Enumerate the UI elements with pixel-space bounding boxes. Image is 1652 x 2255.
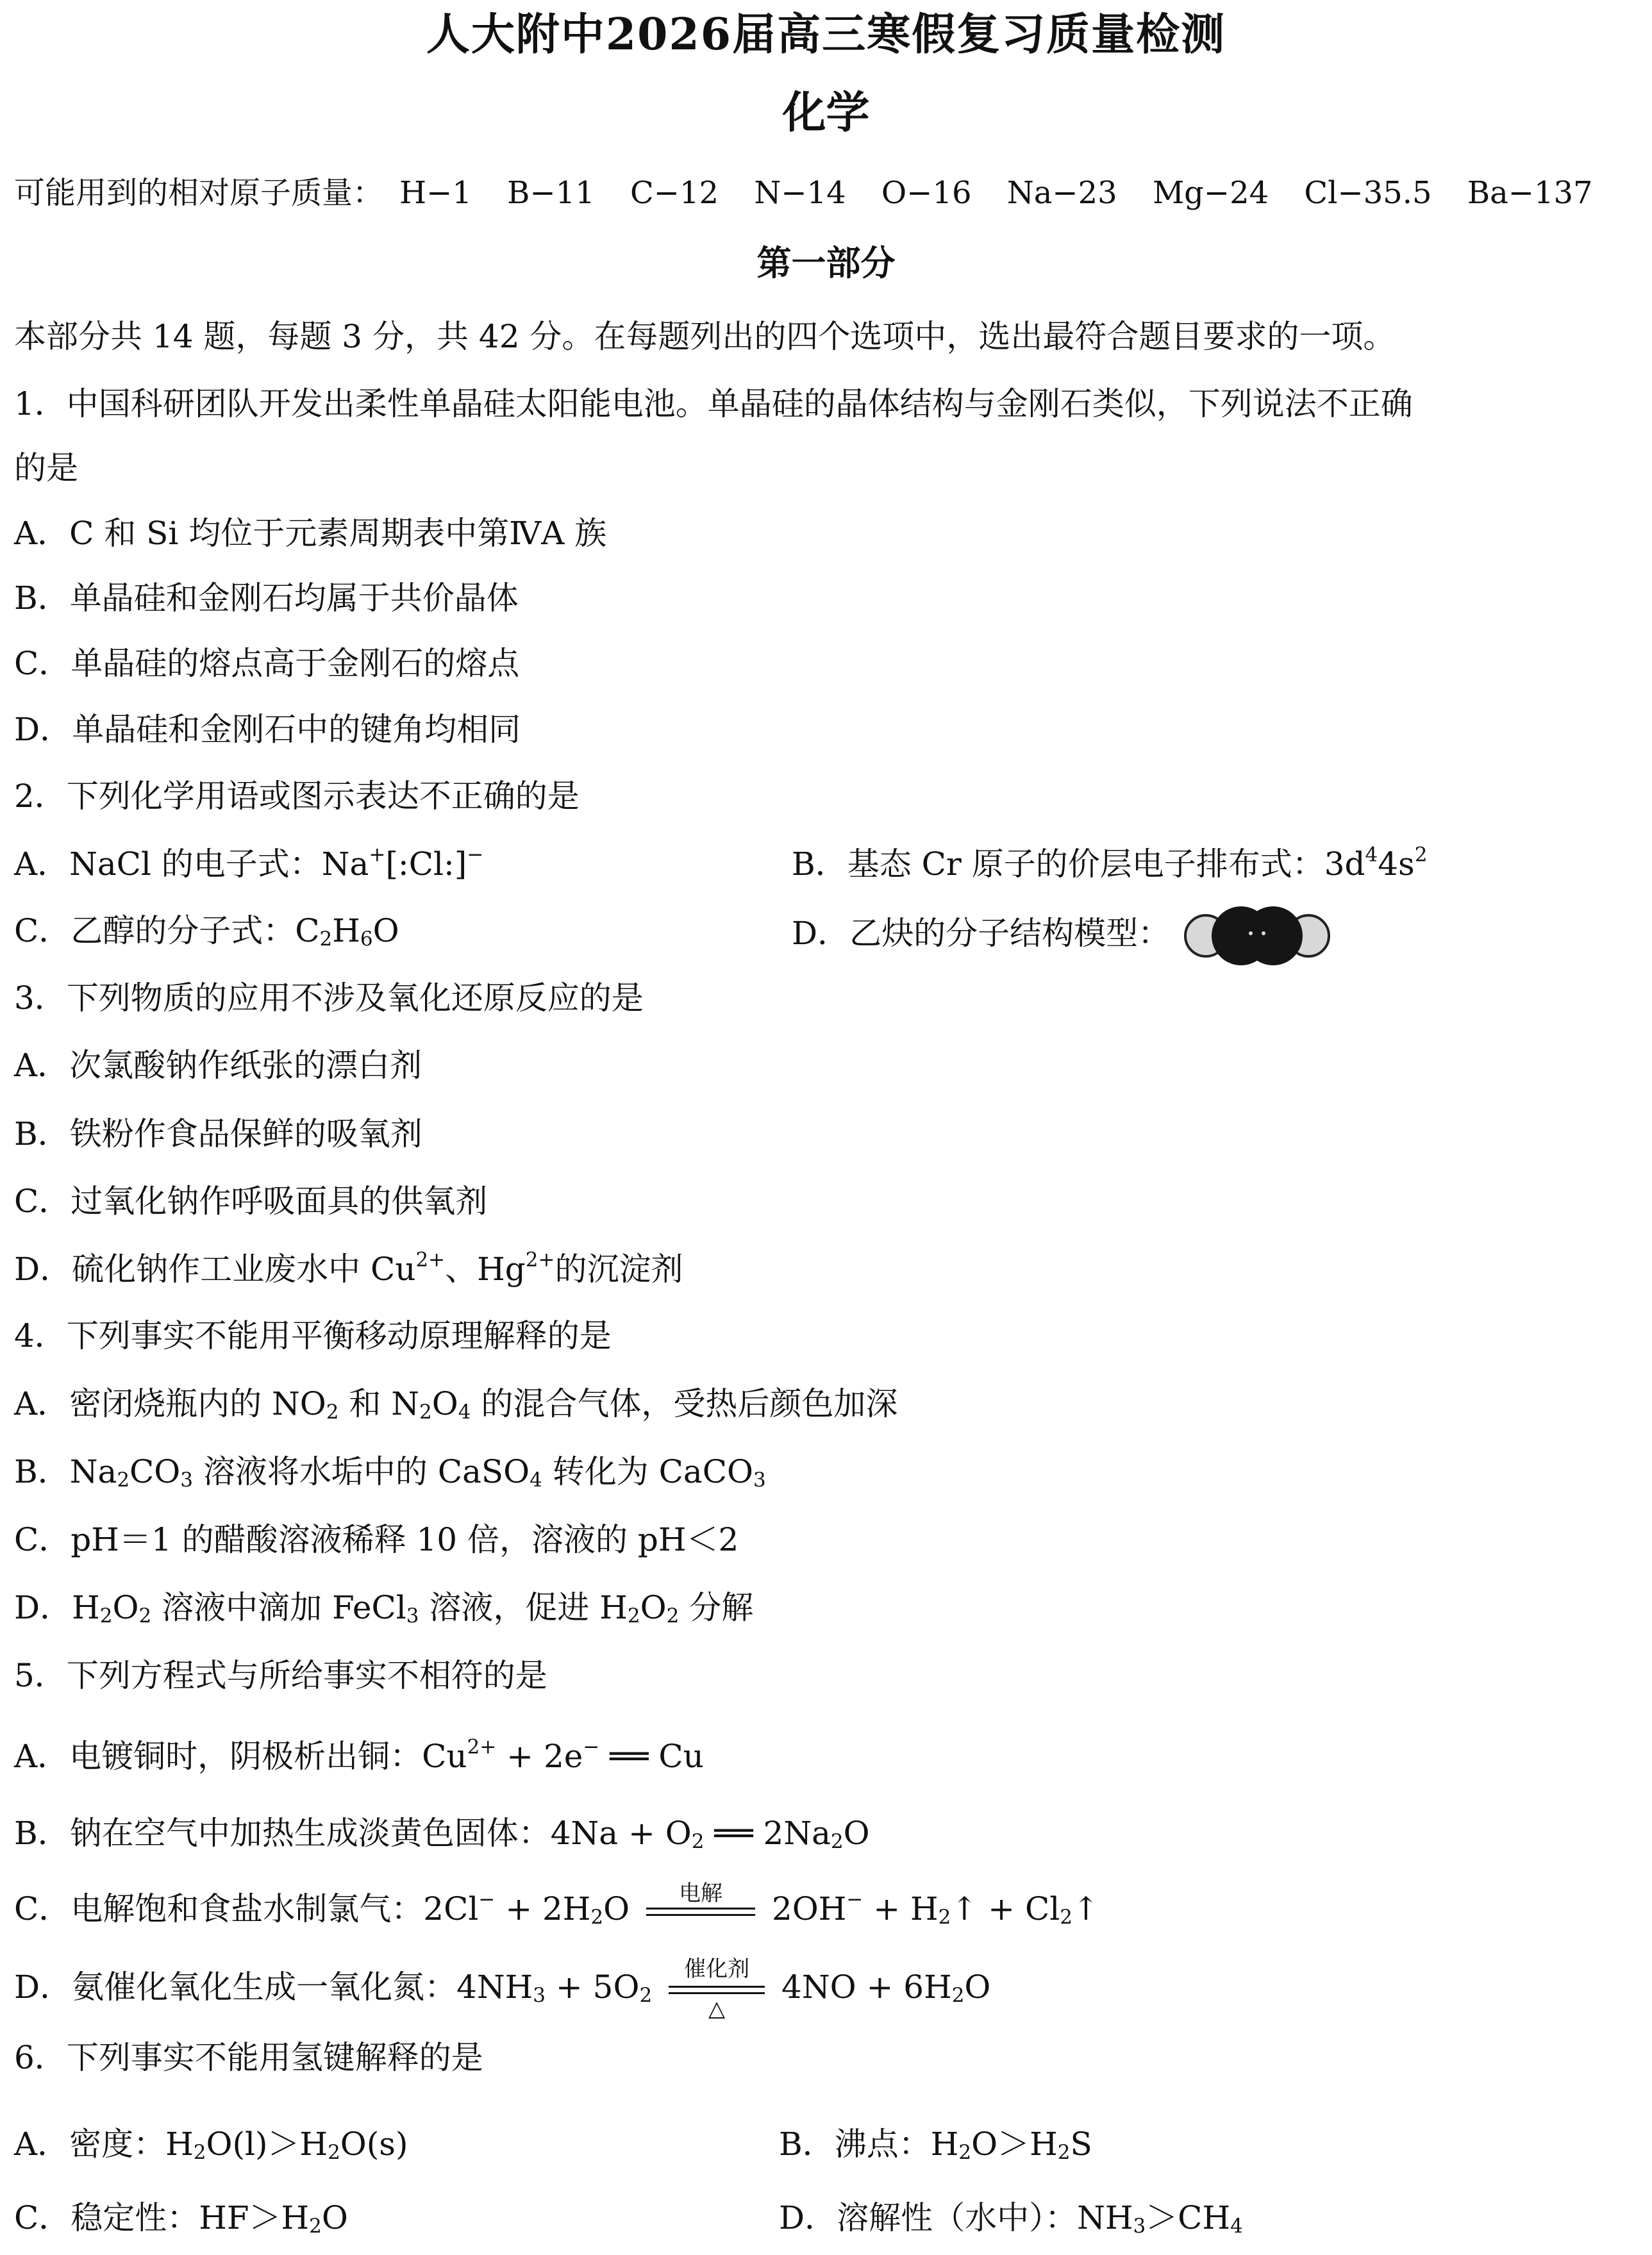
question-2-option-d	[792, 905, 1334, 967]
option-text: 溶液，促进 H	[419, 1589, 628, 1626]
atomic-mass-item: N−14	[754, 175, 846, 211]
superscript: −	[478, 1888, 496, 1911]
question-2-option-c	[14, 905, 399, 951]
atomic-mass-item: B−11	[507, 175, 595, 211]
option-text: O	[431, 1385, 458, 1422]
subscript: 2	[627, 1604, 640, 1628]
question-4-option-a	[14, 1378, 897, 1424]
option-text: 的沉淀剂	[555, 1251, 683, 1288]
option-text: A．密度：H	[14, 2126, 194, 2163]
option-text: 2OH	[771, 1890, 847, 1927]
subscript: 2	[193, 2141, 206, 2165]
question-1-option-d: D．单晶硅和金刚石中的键角均相同	[14, 711, 521, 748]
subscript: 2	[117, 1469, 130, 1492]
option-text: B．钠在空气中加热生成淡黄色固体：4Na + O	[14, 1815, 692, 1852]
reaction-arrow	[646, 1881, 755, 1931]
option-text: D．乙炔的分子结构模型：	[792, 915, 1171, 952]
option-text: D．H	[14, 1589, 100, 1626]
option-text: B．沸点：H	[779, 2126, 959, 2163]
option-text: D．氨催化氧化生成一氧化氮：4NH	[14, 1968, 533, 2006]
question-6-option-a	[14, 2118, 408, 2165]
question-6-stem: 6．下列事实不能用氢键解释的是	[14, 2039, 483, 2076]
acetylene-model-image	[1180, 905, 1334, 967]
subscript: 2	[1060, 1906, 1072, 1929]
reaction-condition: 电解	[679, 1881, 723, 1906]
option-text: A．NaCl 的电子式：Na	[14, 845, 369, 883]
atomic-masses-label: 可能用到的相对原子质量：	[14, 175, 384, 211]
question-5-option-c	[14, 1883, 1099, 1931]
exam-title: 人大附中2026届高三寒假复习质量检测	[426, 9, 1226, 60]
reaction-arrow	[669, 1956, 765, 2022]
subscript: 3	[753, 1469, 766, 1492]
subscript: 6	[360, 928, 373, 951]
question-2-option-b	[792, 838, 1427, 885]
question-1-option-a: A．C 和 Si 均位于元素周期表中第ⅣA 族	[14, 515, 607, 552]
option-text: D．溶解性（水中）：NH	[779, 2199, 1133, 2236]
electron-formula: [:Cl:]	[385, 845, 467, 883]
question-4-option-c: C．pH＝1 的醋酸溶液稀释 10 倍，溶液的 pH＜2	[14, 1521, 739, 1558]
subscript: 2	[1057, 2141, 1071, 2165]
option-text: 和 N	[338, 1385, 420, 1422]
question-1-option-c: C．单晶硅的熔点高于金刚石的熔点	[14, 645, 520, 682]
option-text: 溶液中滴加 FeCl	[151, 1589, 406, 1626]
atomic-mass-item: Na−23	[1006, 175, 1117, 211]
option-text: O(l)＞H	[206, 2126, 328, 2163]
option-text: O	[321, 2199, 348, 2236]
atomic-mass-item: Ba−137	[1467, 175, 1593, 211]
question-2-stem: 2．下列化学用语或图示表达不正确的是	[14, 778, 580, 815]
option-text: 4s	[1378, 845, 1415, 883]
option-text: ══ Cu	[599, 1738, 704, 1775]
question-6-option-b	[779, 2118, 1092, 2165]
option-text: S	[1070, 2126, 1092, 2163]
option-text: H	[332, 912, 360, 949]
option-text: B．Na	[14, 1453, 117, 1490]
option-text: O＞H	[971, 2126, 1058, 2163]
subscript: 2	[639, 1984, 653, 2008]
subscript: 4	[1230, 2215, 1243, 2238]
question-6-option-c	[14, 2192, 348, 2238]
question-2-option-a	[14, 838, 483, 885]
option-text: ↑	[1072, 1890, 1099, 1927]
option-text: O(s)	[340, 2126, 408, 2163]
subscript: 2	[138, 1604, 152, 1628]
superscript: 2+	[525, 1248, 555, 1272]
subscript: 3	[1133, 2215, 1146, 2238]
option-text: A．电镀铜时，阴极析出铜：Cu	[14, 1738, 467, 1775]
option-text: 4NO + 6H	[781, 1968, 952, 2006]
subscript: 2	[691, 1830, 705, 1854]
atomic-mass-item: H−1	[399, 175, 472, 211]
option-text: O	[843, 1815, 870, 1852]
option-text: C．稳定性：HF＞H	[14, 2199, 310, 2236]
question-3-option-a: A．次氯酸钠作纸张的漂白剂	[14, 1047, 422, 1084]
subscript: 2	[419, 1401, 432, 1424]
superscript: +	[369, 843, 386, 867]
question-4-stem: 4．下列事实不能用平衡移动原理解释的是	[14, 1317, 612, 1354]
subscript: 2	[309, 2215, 322, 2238]
question-1-stem: 1．中国科研团队开发出柔性单晶硅太阳能电池。单晶硅的晶体结构与金刚石类似，下列说法不正确	[14, 385, 1413, 422]
subscript: 2	[958, 2141, 972, 2165]
option-text: 转化为 CaCO	[542, 1453, 753, 1490]
atomic-mass-item: Mg−24	[1152, 175, 1269, 211]
option-text: C．电解饱和食盐水制氯气：2Cl	[14, 1890, 479, 1927]
superscript: 2	[1414, 843, 1428, 867]
question-3-stem: 3．下列物质的应用不涉及氧化还原反应的是	[14, 979, 644, 1017]
subscript: 2	[938, 1906, 951, 1929]
subscript: 2	[590, 1906, 604, 1929]
option-text: C．乙醇的分子式：C	[14, 912, 320, 949]
question-6-option-d	[779, 2192, 1243, 2238]
subscript: 2	[328, 2141, 340, 2165]
superscript: −	[846, 1888, 864, 1911]
option-text: + 2H	[495, 1890, 591, 1927]
subscript: 3	[180, 1469, 194, 1492]
subscript: 2	[326, 1401, 339, 1424]
atomic-masses-line	[14, 168, 1619, 212]
subscript: 3	[406, 1604, 419, 1628]
question-5-option-a	[14, 1731, 704, 1777]
question-3-option-d	[14, 1244, 683, 1290]
superscript: 2+	[467, 1735, 497, 1759]
option-text: A．密闭烧瓶内的 NO	[14, 1385, 326, 1422]
subscript: 2	[666, 1604, 680, 1628]
option-text: O	[603, 1890, 630, 1927]
question-3-option-b: B．铁粉作食品保鲜的吸氧剂	[14, 1115, 422, 1152]
subscript: 2	[319, 928, 333, 951]
option-text: 溶液将水垢中的 CaSO	[193, 1453, 530, 1490]
subscript: 2	[951, 1984, 965, 2008]
option-text: 、Hg	[445, 1251, 526, 1288]
option-text: O	[372, 912, 399, 949]
superscript: −	[583, 1735, 600, 1759]
option-text: ══ 2Na	[704, 1815, 831, 1852]
question-4-option-b	[14, 1446, 766, 1492]
subscript: 3	[533, 1984, 546, 2008]
subscript: 2	[830, 1830, 844, 1854]
question-5-stem: 5．下列方程式与所给事实不相符的是	[14, 1657, 547, 1694]
reaction-condition: △	[708, 1996, 726, 2022]
option-text: B．基态 Cr 原子的价层电子排布式：3d	[792, 845, 1365, 883]
reaction-condition: 催化剂	[684, 1956, 750, 1982]
subject-title: 化学	[782, 87, 870, 138]
option-text: + H	[863, 1890, 939, 1927]
option-text: CO	[129, 1453, 181, 1490]
option-text: O	[112, 1589, 139, 1626]
superscript: 2+	[415, 1248, 446, 1272]
question-5-option-d	[14, 1956, 991, 2022]
option-text: O	[640, 1589, 667, 1626]
option-text: D．硫化钠作工业废水中 Cu	[14, 1251, 416, 1288]
superscript: 4	[1365, 843, 1378, 867]
option-text: 的混合气体，受热后颜色加深	[471, 1385, 898, 1422]
option-text: + 2e	[496, 1738, 583, 1775]
question-3-option-c: C．过氧化钠作呼吸面具的供氧剂	[14, 1183, 488, 1220]
option-text: 分解	[679, 1589, 754, 1626]
subscript: 4	[530, 1469, 542, 1492]
option-text: ＞CH	[1146, 2199, 1231, 2236]
question-4-option-d	[14, 1582, 753, 1628]
subscript: 2	[99, 1604, 113, 1628]
section-title: 第一部分	[756, 242, 896, 283]
atomic-mass-item: Cl−35.5	[1304, 175, 1432, 211]
atomic-mass-item: C−12	[630, 175, 719, 211]
question-5-option-b	[14, 1808, 870, 1854]
atomic-mass-item: O−16	[881, 175, 972, 211]
section-instructions: 本部分共 14 题，每题 3 分，共 42 分。在每题列出的四个选项中，选出最符合题目要求的一项。	[14, 318, 1396, 355]
superscript: −	[467, 843, 484, 867]
subscript: 4	[458, 1401, 471, 1424]
question-1-stem-cont: 的是	[14, 449, 78, 487]
option-text: ↑ + Cl	[951, 1890, 1060, 1927]
option-text: O	[964, 1968, 991, 2006]
option-text: + 5O	[546, 1968, 640, 2006]
question-1-option-b: B．单晶硅和金刚石均属于共价晶体	[14, 579, 519, 617]
